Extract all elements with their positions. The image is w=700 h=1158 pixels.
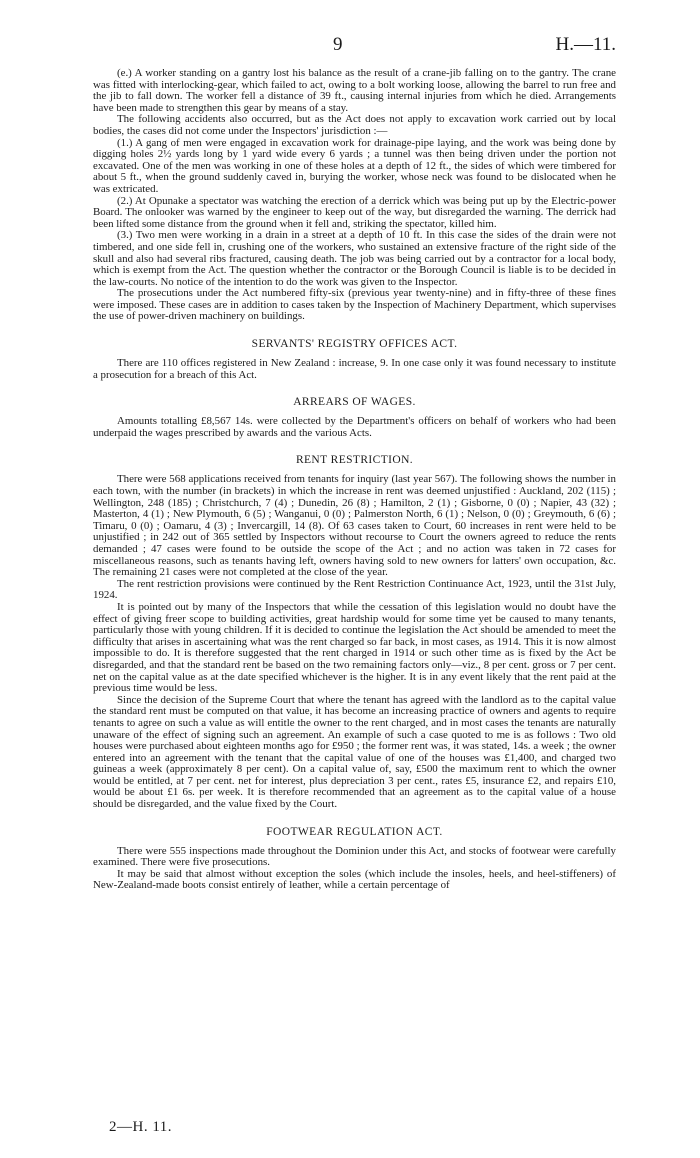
section-heading-servants-registry: SERVANTS' REGISTRY OFFICES ACT. <box>251 338 458 351</box>
document-reference: H.—11. <box>555 34 616 55</box>
page-number: 9 <box>333 34 343 55</box>
paragraph: The rent restriction provisions were continued by the Rent Restriction Continuance Act, 1923, until the 31st July, 1924. <box>93 577 616 602</box>
paragraph: The prosecutions under the Act numbered fifty-six (previous year twenty-nine) and in fifty-three of these fines were imposed. These cases are in addition to cases taken by the Inspection of Machinery Department, which supervises the use of power-driven machinery on buildings. <box>93 287 616 323</box>
signature-mark: 2—H. 11. <box>109 1119 173 1135</box>
paragraph: (2.) At Opunake a spectator was watching the erection of a derrick which was being put up by the Electric-power Board. The onlooker was warned by the engineer to keep out of the way, but disregarded the warning. The derrick had been lifted some distance from the ground when it fell and, striking the spectator, killed him. <box>93 194 616 230</box>
paragraph: It is pointed out by many of the Inspectors that while the cessation of this legislation would no doubt have the effect of giving freer scope to building activities, great hardship would for some time yet be caused to many tenants, particularly those with young children. If it is decided to continue the legislation the Act should be amended to meet the difficulty that arises in ascertaining what was the rent charged so far back, in most cases, as 1914. This it is now almost impossible to do. It is therefore suggested that the rent charged in 1914 or such other time as is fixed by the Act be disregarded, and that the standard rent be based on the two remaining factors only—viz., 8 per cent. gross or 7 per cent. net on the capital value as at the date specified whichever is the higher. It is in any event likely that the rent paid at the previous time would be less. <box>93 600 616 695</box>
document-body <box>93 68 616 892</box>
paragraph: There were 568 applications received from tenants for inquiry (last year 567). The following shows the number in each town, with the number (in brackets) in which the increase in rent was deemed unjustified : Auckland, 202 (115) ; Wellington, 248 (185) ; Christchurch, 7 (4) ; Dunedin, 26 (8) ; Hamilton, 2 (1) ; Gisborne, 0 (0) ; Napier, 43 (32) ; Masterton, 4 (1) ; New Plymouth, 6 (5) ; Wanganui, 0 (0) ; Palmerston North, 6 (1) ; Nelson, 0 (0) ; Greymouth, 6 (6) ; Timaru, 0 (0) ; Oamaru, 4 (3) ; Invercargill, 14 (8). Of 63 cases taken to Court, 60 increases in rent were held to be unjustified ; in 242 out of 365 settled by Inspectors without recourse to Court the owners agreed to reduce the rents demanded ; 47 cases were found to be outside the scope of the Act ; and no action was taken in 72 cases for miscellaneous reasons, such as tenants having left, owners having sold to new owners for latters' own occupation, &c. The remaining 21 cases were not completed at the close of the year. <box>93 473 616 579</box>
paragraph: The following accidents also occurred, but as the Act does not apply to excavation work carried out by local bodies, the cases did not come under the Inspectors' jurisdiction :— <box>93 113 616 137</box>
paragraph: It may be said that almost without exception the soles (which include the insoles, heels, and heel-stiffeners) of New-Zealand-made boots consist entirely of leather, while a certain percentage of <box>93 867 616 892</box>
paragraph: (3.) Two men were working in a drain in a street at a depth of 10 ft. In this case the sides of the drain were not timbered, and one side fell in, crushing one of the workers, who sustained an extensive fracture of the right side of the skull and also had several ribs fractured, causing death. The job was being carried out by a contractor for a local body, which is exempt from the Act. The question whether the contractor or the Borough Council is liable is to be decided in the law-courts. No notice of the intention to do the work was given to the Inspector. <box>93 229 616 288</box>
paragraph: Amounts totalling £8,567 14s. were collected by the Department's officers on behalf of workers who had been underpaid the wages prescribed by awards and the various Acts. <box>93 415 616 439</box>
paragraph: There were 555 inspections made throughout the Dominion under this Act, and stocks of footwear were carefully examined. There were five prosecutions. <box>93 844 616 869</box>
section-heading-footwear-regulation: FOOTWEAR REGULATION ACT. <box>266 825 443 838</box>
paragraph: (e.) A worker standing on a gantry lost his balance as the result of a crane-jib falling on to the gantry. The crane was fitted with interlocking-gear, which failed to act, owing to a bolt working loose, allowing the barrel to run free and the jib to fall down. The worker fell a distance of 39 ft., causing internal injuries from which he died. Arrangements have been made to strengthen this gear by means of a stay. <box>93 67 616 114</box>
section-heading-arrears-of-wages: ARREARS OF WAGES. <box>293 396 416 409</box>
paragraph: (1.) A gang of men were engaged in excavation work for drainage-pipe laying, and the work was being done by digging holes 2½ yards long by 1 yard wide every 6 yards ; a tunnel was then being driven under the portion not excavated. One of the men was working in one of these holes at a depth of 12 ft., the sides of which were timbered for about 5 ft., when the ground suddenly caved in, burying the worker, whose neck was found to be dislocated when he was extricated. <box>93 136 616 195</box>
section-heading-rent-restriction: RENT RESTRICTION. <box>295 454 414 467</box>
running-head <box>93 34 616 58</box>
paragraph: Since the decision of the Supreme Court that where the tenant has agreed with the landlord as to the capital value the standard rent must be computed on that value, it has become an increasing practice of owners and agents to require tenants to agree on such a value as will entitle the owner to the rent charged, and in most cases the tenants are naturally unaware of the effect of signing such an agreement. An example of such a case quoted to me is as follows : Two old houses were purchased about eighteen months ago for £950 ; the former rent was, it was stated, 14s. a week ; the owner entered into an agreement with the tenant that the capital value of one of the houses was £1,400, and charged two guineas a week (approximately 8 per cent). On a capital value of, say, £500 the maximum rent to which the owner would be entitled, at 7 per cent. net for interest, plus depreciation 3 per cent., rates £5, insurance £2, and repairs £10, would be about £1 6s. per week. It is therefore recommended that an agreement as to the capital value of a house should be disregarded, and the value fixed by the Court. <box>93 693 616 811</box>
document-page <box>93 0 616 1158</box>
paragraph: There are 110 offices registered in New Zealand : increase, 9. In one case only it was found necessary to institute a prosecution for a breach of this Act. <box>93 357 616 381</box>
